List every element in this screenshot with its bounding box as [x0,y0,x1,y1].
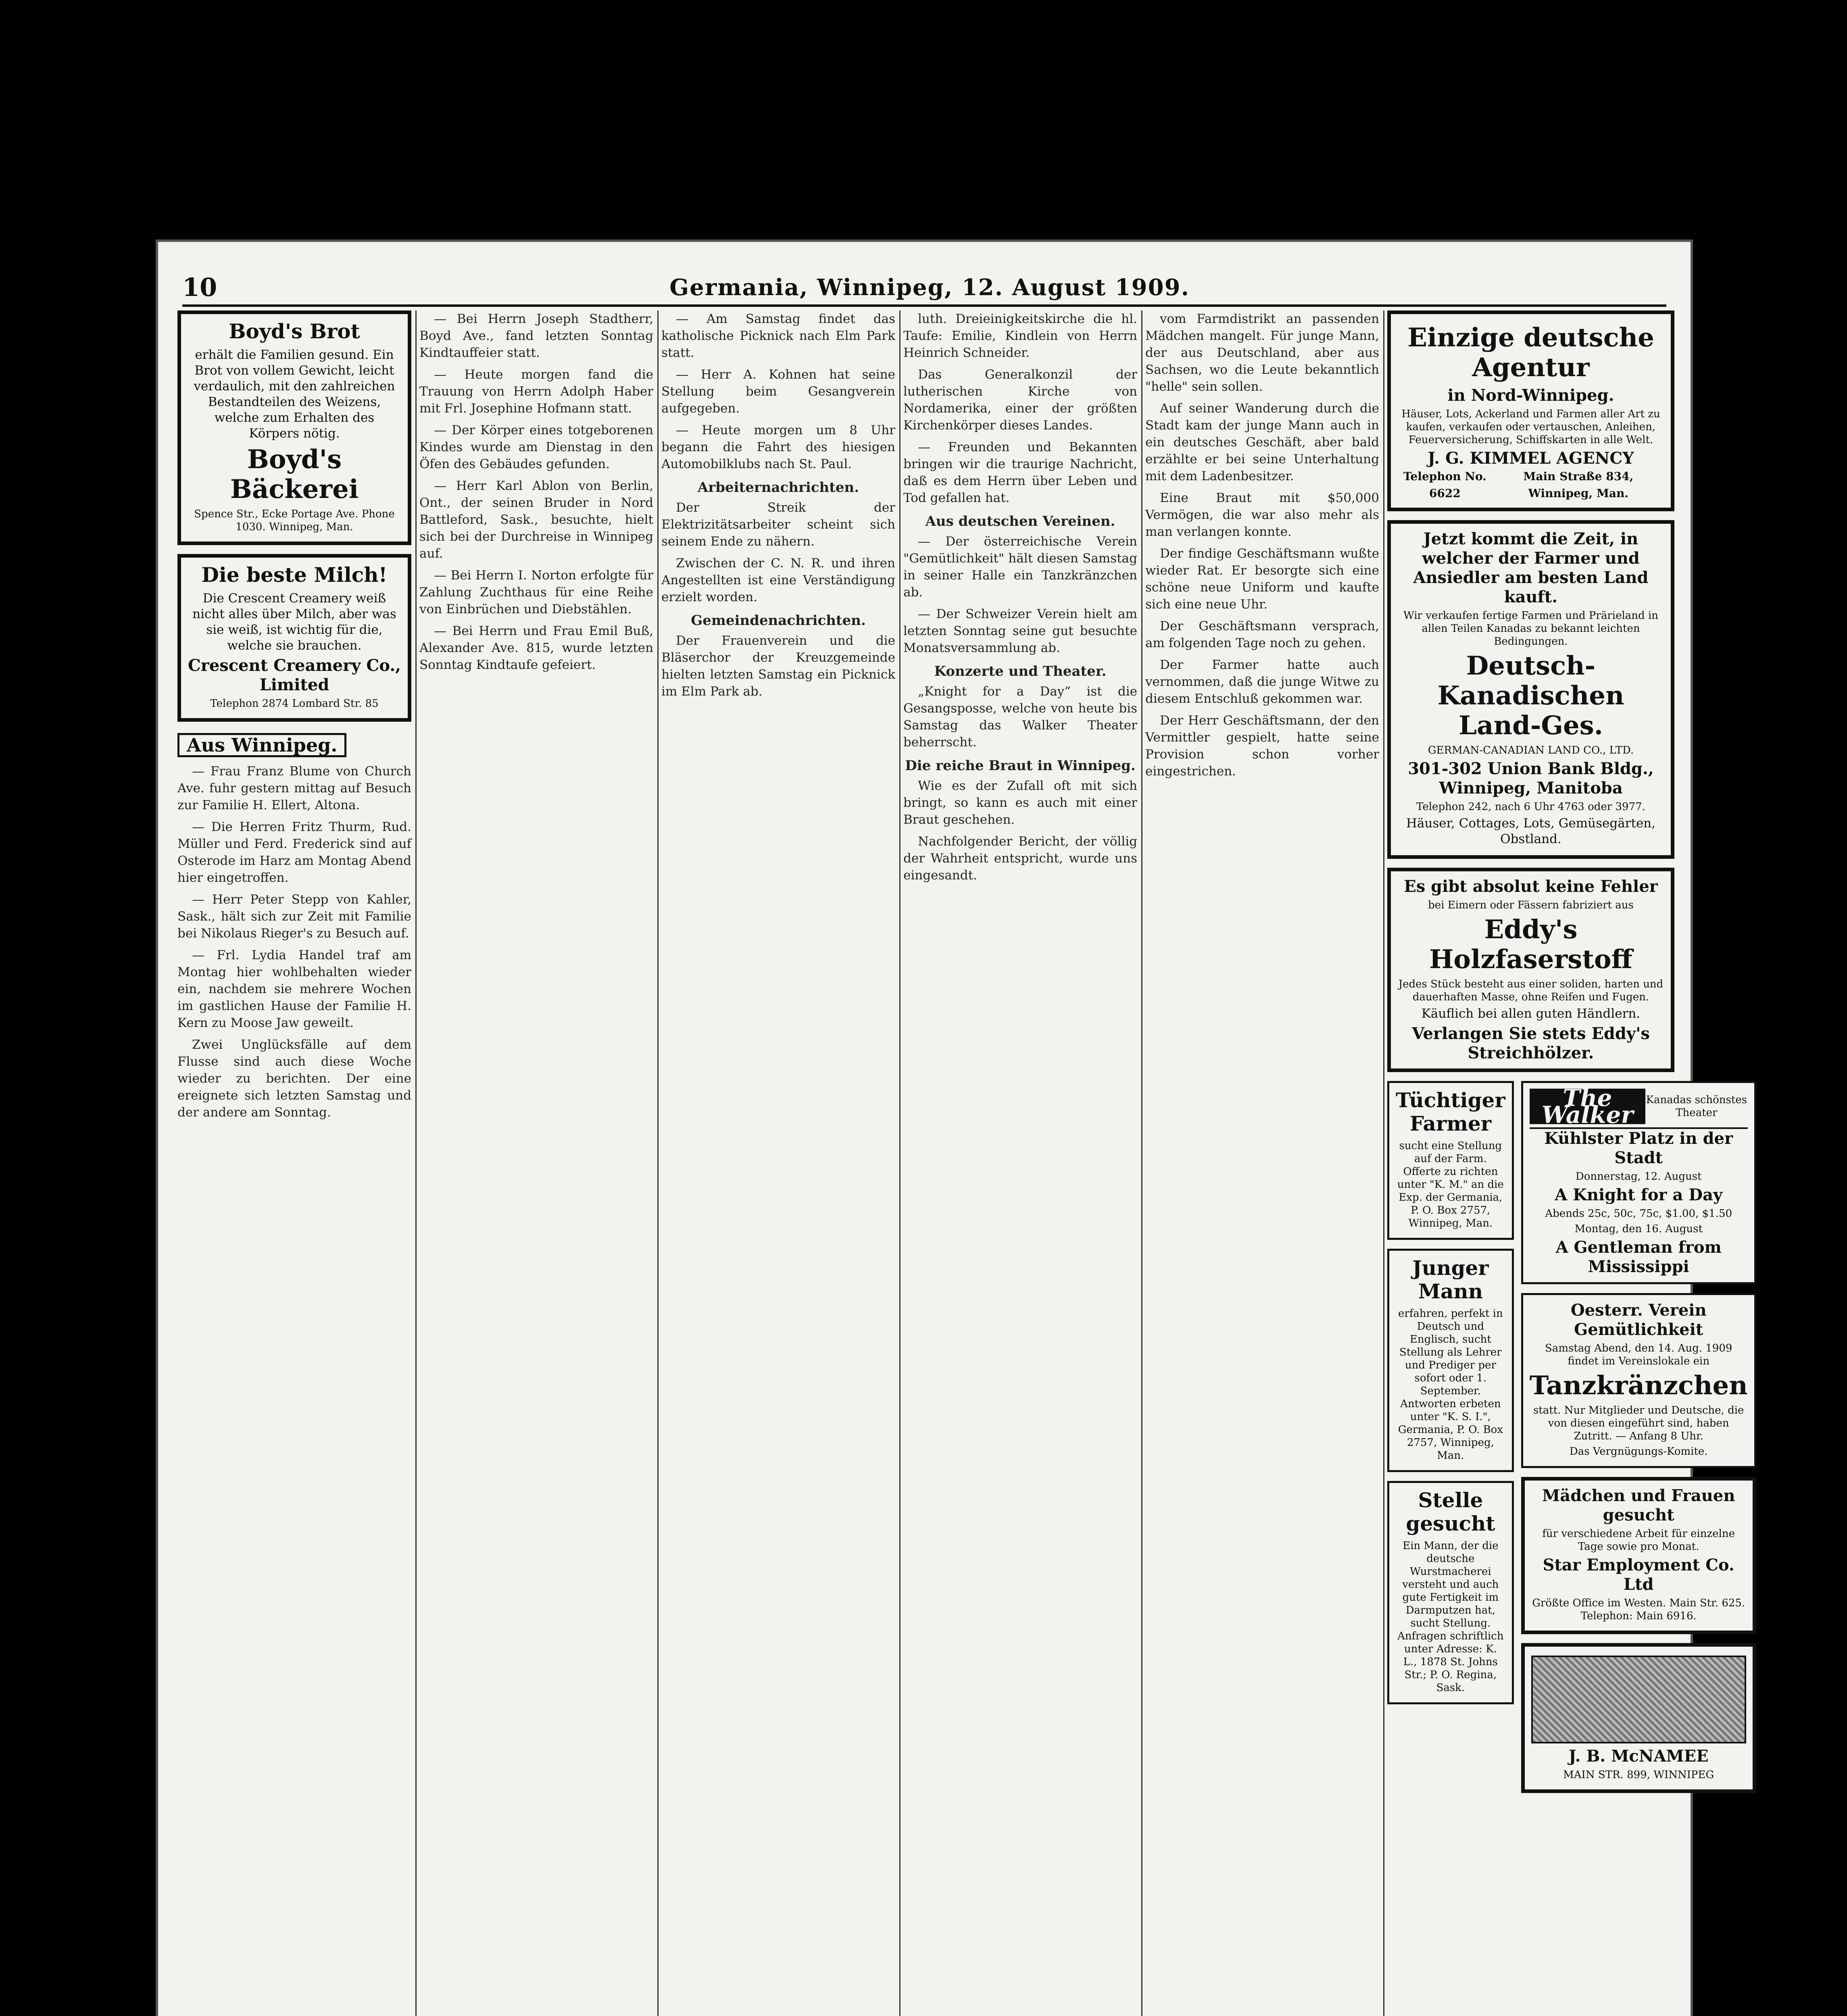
ad-text: statt. Nur Mitglieder und Deutsche, die von diesen eingeführt sind, haben Zutritt. — Anfang 8 Uhr. [1533,1404,1744,1442]
ad-tuechtiger-farmer [1387,1081,1514,1240]
ad-eddys-holzfaserstoff [1387,868,1674,1072]
walker-date-2: Montag, den 16. August [1574,1223,1703,1235]
page-header [182,270,1666,307]
ad-title: Einzige deutsche Agentur [1407,323,1654,383]
ad-title: Die beste Milch! [201,563,388,587]
ad-kimmel-agency [1387,310,1674,511]
article-paragraph: Der Farmer hatte auch vernommen, daß die junge Witwe zu diesem Entschluß gekommen war. [1145,658,1379,706]
article-paragraph: — Bei Herrn und Frau Emil Buß, Alexander Ave. 815, wurde letzten Sonntag Kindtaufe gefeiert. [419,624,653,672]
subheading: Konzerte und Theater. [934,663,1107,679]
ad-footer: Häuser, Cottages, Lots, Gemüsegärten, Obstland. [1406,816,1656,846]
ad-headline: Jetzt kommt die Zeit, in welcher der Farmer und Ansiedler am besten Land kauft. [1413,529,1649,606]
ad-date: Samstag Abend, den 14. Aug. 1909 findet im Vereinslokale ein [1545,1342,1732,1367]
ad-text: Häuser, Lots, Ackerland und Farmen aller Art zu kaufen, verkaufen oder vertauschen, Anleihen, Feuerversicherung, Schiffskarten in alle Welt. [1401,408,1660,446]
ad-text: für verschiedene Arbeit für einzelne Tage sowie pro Monat. [1542,1528,1735,1553]
article-paragraph: — Herr Karl Ablon von Berlin, Ont., der seinen Bruder in Nord Battleford, Sask., besuchte, hielt sich bei der Durchreise in Winnipeg auf. [419,479,653,561]
article-paragraph: — Herr A. Kohnen hat seine Stellung beim Gesangverein aufgegeben. [661,367,895,416]
article-paragraph: — Bei Herrn Joseph Stadtherr, Boyd Ave., fand letzten Sonntag Kindtauffeier statt. [419,312,653,360]
page-number: 10 [182,273,217,302]
column-6 [1387,310,1748,2016]
article-paragraph: Zwei Unglücksfälle auf dem Flusse sind auch diese Woche wieder zu berichten. Der eine ereignete sich letzten Samstag und der andere am Sonntag. [177,1037,411,1120]
walker-tagline: Kühlster Platz in der Stadt [1544,1129,1733,1167]
subheading: Die reiche Braut in Winnipeg. [905,758,1136,774]
column-4 [903,310,1137,2016]
ad-mcnamee [1521,1643,1756,1793]
ad-event: Tanzkränzchen [1529,1370,1748,1401]
article-paragraph: Der Geschäftsmann versprach, am folgenden Tage noch zu gehen. [1145,619,1379,650]
article-paragraph: Der Herr Geschäftsmann, der den Vermittler gespielt, hatte seine Provision schon vorher eingestrichen. [1145,713,1379,779]
ad-title: Oesterr. Verein Gemütlichkeit [1570,1301,1707,1339]
ad-text: Wir verkaufen fertige Farmen und Prärieland in allen Teilen Kanadas zu bekannt leichten Bedingungen. [1403,610,1659,648]
article-paragraph: Der findige Geschäftsmann wußte wieder Rat. Er besorgte sich eine schöne neue Uniform und kaufte sich eine neue Uhr. [1145,546,1379,612]
ad-text: Die Crescent Creamery weiß nicht alles über Milch, aber was sie weiß, ist wichtig für die, welche sie brauchen. [192,591,396,653]
ad-title: Mädchen und Frauen gesucht [1542,1486,1735,1524]
subheading: Gemeindenachrichten. [691,612,866,629]
ad-text: erhält die Familien gesund. Ein Brot von vollem Gewicht, leicht verdaulich, mit den zahlreichen Bestandteilen des Weizens, welche zum Erhalten des Körpers nötig. [194,348,395,441]
walker-show-2: A Gentleman from Mississippi [1555,1238,1722,1276]
subheading: Aus deutschen Vereinen. [925,513,1115,529]
ad-stelle-gesucht [1387,1481,1514,1704]
ad-deutsch-kanadischen-land [1387,520,1674,859]
walker-header [1530,1084,1748,1129]
ad-title: Junger Mann [1412,1256,1489,1303]
ad-address: Main Straße 834, Winnipeg, Man. [1523,470,1634,500]
article-body [177,763,411,1121]
walker-prices: Abends 25c, 50c, 75c, $1.00, $1.50 [1545,1208,1732,1220]
ad-phone: Telephon 242, nach 6 Uhr 4763 oder 3977. [1416,801,1645,813]
ad-address: Größte Office im Westen. Main Str. 625. Telephon: Main 6916. [1532,1597,1745,1622]
ad-brand: J. G. KIMMEL AGENCY [1428,449,1634,468]
article-paragraph: — Der Körper eines totgeborenen Kindes wurde am Dienstag in den Öfen des Gebäudes gefunden. [419,423,653,471]
article-paragraph: Der Streik der Elektrizitätsarbeiter scheint sich seinem Ende zu nähern. [661,500,895,549]
section-title-aus-winnipeg: Aus Winnipeg. [177,733,346,757]
ad-text: bei Eimern oder Fässern fabriziert aus [1428,899,1634,911]
article-paragraph: — Heute morgen fand die Trauung von Herrn Adolph Haber mit Frl. Josephine Hofmann statt. [419,367,653,416]
column-rule [657,310,659,2016]
small-ads-left [1387,1081,1514,1802]
column-1 [177,310,411,2016]
walker-logo: The Walker [1530,1089,1645,1124]
article-paragraph: luth. Dreieinigkeitskirche die hl. Taufe: Emilie, Kindlein von Herrn Heinrich Schneider. [903,312,1137,360]
article-paragraph: vom Farmdistrikt an passenden Mädchen mangelt. Für junge Mann, der aus Deutschland, aber aus Sachsen, wo die Leute bekanntlich "helle" sein sollen. [1145,312,1379,394]
walker-date-1: Donnerstag, 12. August [1575,1170,1702,1183]
ad-brand: J. B. McNAMEE [1568,1747,1709,1766]
column-rule [415,310,417,2016]
ad-brand: Crescent Creamery Co., Limited [188,656,401,694]
ad-walker-theater [1521,1081,1756,1284]
article-paragraph: Wie es der Zufall oft mit sich bringt, so kann es auch mit einer Braut geschehen. [903,779,1137,827]
article-paragraph: — Freunden und Bekannten bringen wir die traurige Nachricht, daß es dem Herrn über Leben und Tod gefallen hat. [903,440,1137,505]
ad-junger-mann [1387,1249,1514,1472]
ad-verein-gemuetlichkeit [1521,1293,1756,1468]
article-paragraph: — Bei Herrn I. Norton erfolgte für Zahlung Zuchthaus für eine Reihe von Einbrüchen und Diebstählen. [419,568,653,616]
article-paragraph: — Die Herren Fritz Thurm, Rud. Müller und Ferd. Frederick sind auf Osterode im Harz am Montag Abend hier eingetroffen. [177,820,411,885]
column-rule [899,310,901,2016]
walker-tag: Kanadas schönstes Theater [1646,1094,1747,1119]
ad-address: Telephon 2874 Lombard Str. 85 [210,698,379,710]
ad-text: sucht eine Stellung auf der Farm. Offerte zu richten unter "K. M." an die Exp. der Germania, P. O. Box 2757, Winnipeg, Man. [1397,1140,1504,1229]
small-ads-right [1521,1081,1756,1802]
column-5 [1145,310,1379,2016]
walker-show-1: A Knight for a Day [1555,1185,1723,1204]
ad-address: MAIN STR. 899, WINNIPEG [1563,1769,1714,1781]
article-paragraph: Der Frauenverein und die Bläserchor der Kreuzgemeinde hielten letzten Samstag ein Picknick im Elm Park ab. [661,633,895,699]
ad-phone: Telephon No. 6622 [1403,470,1486,500]
ad-title: Boyd's Brot [229,319,360,343]
newspaper-page [158,242,1748,2016]
article-paragraph: Auf seiner Wanderung durch die Stadt kam der junge Mann auch in ein deutsches Geschäft, aber bald erzählte er bei seine Unterhaltung mit dem Ladenbesitzer. [1145,401,1379,483]
ad-brand: Star Employment Co. Ltd [1543,1556,1734,1594]
ad-subtitle: in Nord-Winnipeg. [1447,386,1614,405]
article-paragraph: — Am Samstag findet das katholische Picknick nach Elm Park statt. [661,312,895,360]
ad-crescent-creamery [177,554,411,722]
article-paragraph: — Der Schweizer Verein hielt am letzten Sonntag seine gut besuchte Monatsversammlung ab. [903,607,1137,655]
ad-text: Ein Mann, der die deutsche Wurstmacherei versteht und auch gute Fertigkeit im Darmputzen hat, sucht Stellung. Anfragen schriftlich unter Adresse: K. L., 1878 St. Johns Str.; P. O. Regina, Sask. [1397,1540,1504,1694]
ad-star-employment [1521,1477,1756,1634]
article-paragraph: „Knight for a Day“ ist die Gesangsposse, welche von heute bis Samstag das Walker Theater beherrscht. [903,684,1137,750]
column-2 [419,310,653,1998]
ad-text: Käuflich bei allen guten Händlern. [1421,1006,1641,1021]
subheading: Arbeiternachrichten. [697,479,859,496]
ad-split-row [1387,1081,1748,1802]
ad-contact-row [1397,468,1664,502]
column-rule [1141,310,1142,2016]
article-paragraph: — Heute morgen um 8 Uhr begann die Fahrt des hiesigen Automobilklubs nach St. Paul. [661,423,895,471]
article-paragraph: — Frl. Lydia Handel traf am Montag hier wohlbehalten wieder ein, nachdem sie mehrere Wochen im gastlichen Hause der Familie H. Kern zu Moose Jaw geweilt. [177,948,411,1030]
ad-address: Spence Str., Ecke Portage Ave. Phone 1030. Winnipeg, Man. [194,508,395,533]
article-paragraph: Eine Braut mit $50,000 Vermögen, die war also mehr als man verlangen konnte. [1145,491,1379,539]
ad-title: Tüchtiger Farmer [1396,1088,1505,1135]
ad-footer: Verlangen Sie stets Eddy's Streichhölzer. [1412,1024,1650,1062]
ad-brand: Deutsch-Kanadischen Land-Ges. [1437,651,1624,741]
column-rule [1383,310,1384,2016]
ad-company: GERMAN-CANADIAN LAND CO., LTD. [1428,744,1634,756]
article-paragraph: Das Generalkonzil der lutherischen Kirche von Nordamerika, einer der größten Kirchenkörper dieses Landes. [903,367,1137,433]
ad-text: Jedes Stück besteht aus einer soliden, harten und dauerhaften Masse, ohne Reifen und Fugen. [1398,978,1664,1003]
article-paragraph: — Herr Peter Stepp von Kahler, Sask., hält sich zur Zeit mit Familie bei Nikolaus Rieger's zu Besuch auf. [177,892,411,941]
masthead: Germania, Winnipeg, 12. August 1909. [669,274,1190,301]
ad-text: erfahren, perfekt in Deutsch und Englisch, sucht Stellung als Lehrer und Prediger per sofort oder 1. September. Antworten erbeten unter "K. S. I.", Germania, P. O. Box 2757, Winnipeg, Man. [1398,1308,1503,1462]
article-paragraph: — Der österreichische Verein "Gemütlichkeit" hält diesen Samstag in seiner Halle ein Tanzkränzchen ab. [903,534,1137,600]
article-paragraph: — Frau Franz Blume von Church Ave. fuhr gestern mittag auf Besuch zur Familie H. Ellert, Altona. [177,764,411,812]
article-paragraph: Nachfolgender Bericht, der völlig der Wahrheit entspricht, wurde uns eingesandt. [903,834,1137,883]
column-3 [661,310,895,1998]
hearse-illustration [1531,1656,1746,1743]
ad-footer: Das Vergnügungs-Komite. [1569,1445,1708,1458]
ad-headline: Es gibt absolut keine Fehler [1404,877,1658,896]
ad-title: Stelle gesucht [1406,1488,1495,1535]
ad-brand: Boyd's Bäckerei [230,444,359,504]
ad-address: 301-302 Union Bank Bldg., Winnipeg, Manitoba [1408,759,1654,798]
article-paragraph: Zwischen der C. N. R. und ihren Angestellten ist eine Verständigung erzielt worden. [661,556,895,604]
ad-boyds-brot [177,310,411,545]
ad-brand: Eddy's Holzfaserstoff [1429,914,1633,975]
